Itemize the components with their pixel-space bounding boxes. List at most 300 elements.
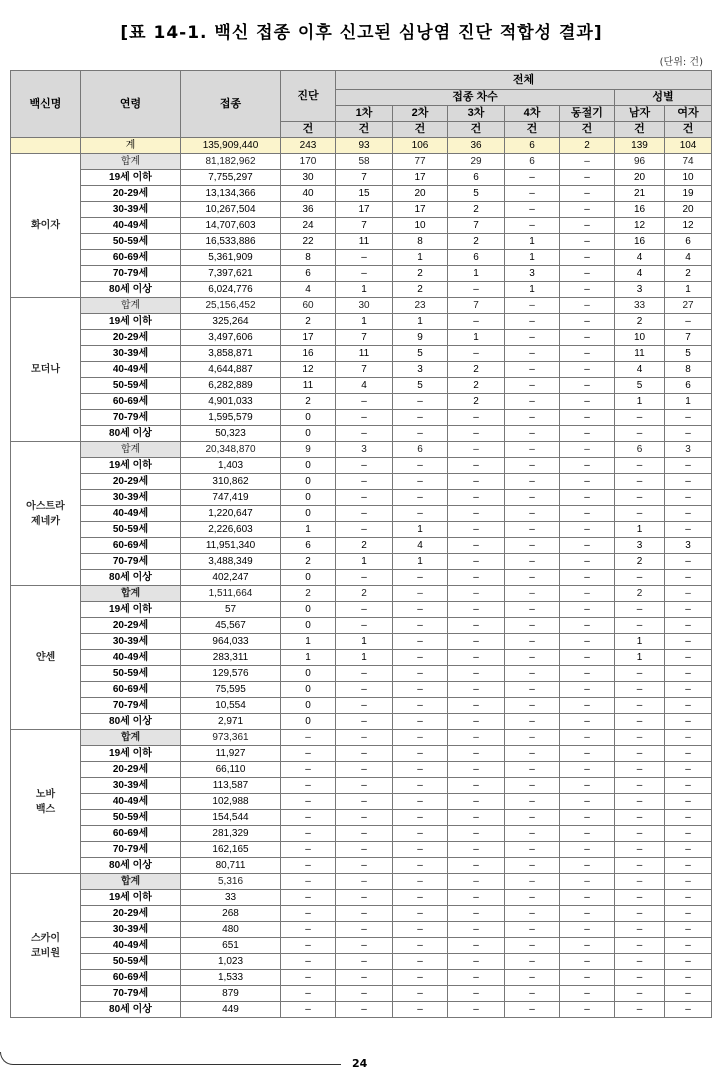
table-cell: – — [560, 746, 615, 762]
table-cell: 2 — [615, 554, 665, 570]
table-cell: – — [615, 794, 665, 810]
table-cell: – — [448, 602, 505, 618]
vaccine-name: 화이자 — [11, 154, 81, 298]
age-label: 합계 — [81, 874, 181, 890]
table-cell: – — [560, 426, 615, 442]
group-total-row — [11, 730, 712, 746]
age-label: 19세 이하 — [81, 458, 181, 474]
table-cell: 24 — [281, 218, 336, 234]
table-cell: – — [505, 362, 560, 378]
grand-total-cell: 135,909,440 — [181, 138, 281, 154]
age-label: 60-69세 — [81, 682, 181, 698]
table-row — [11, 250, 712, 266]
table-cell: 20 — [665, 202, 712, 218]
table-cell: 1,403 — [181, 458, 281, 474]
table-row — [11, 714, 712, 730]
grand-total-cell: 6 — [505, 138, 560, 154]
table-cell: – — [665, 602, 712, 618]
table-cell: – — [281, 874, 336, 890]
table-cell: – — [448, 682, 505, 698]
table-cell: – — [448, 618, 505, 634]
table-cell: – — [393, 794, 448, 810]
table-cell: 9 — [393, 330, 448, 346]
table-cell: 2 — [336, 586, 393, 602]
table-cell: – — [665, 810, 712, 826]
table-cell: – — [505, 746, 560, 762]
table-row — [11, 554, 712, 570]
table-cell: – — [448, 634, 505, 650]
header-dose-1: 1차 — [336, 106, 393, 122]
table-cell: – — [393, 426, 448, 442]
table-cell: – — [393, 682, 448, 698]
table-cell: 11 — [336, 234, 393, 250]
group-total-row — [11, 586, 712, 602]
table-cell: 2 — [448, 378, 505, 394]
unit-cell: 건 — [560, 122, 615, 138]
table-cell: – — [336, 490, 393, 506]
age-label: 70-79세 — [81, 554, 181, 570]
table-cell: – — [505, 730, 560, 746]
table-cell: – — [560, 474, 615, 490]
table-cell: – — [393, 970, 448, 986]
group-total-row — [11, 154, 712, 170]
table-cell: 2 — [281, 586, 336, 602]
table-cell: – — [665, 698, 712, 714]
table-row — [11, 378, 712, 394]
table-cell: 9 — [281, 442, 336, 458]
footer-line — [0, 1052, 341, 1065]
table-cell: – — [448, 922, 505, 938]
table-row — [11, 538, 712, 554]
table-row — [11, 794, 712, 810]
table-cell: 0 — [281, 426, 336, 442]
table-cell: – — [336, 810, 393, 826]
age-label: 40-49세 — [81, 218, 181, 234]
table-cell: 3,488,349 — [181, 554, 281, 570]
table-cell: – — [505, 714, 560, 730]
table-cell: – — [665, 762, 712, 778]
table-cell: – — [560, 538, 615, 554]
table-cell: 3 — [393, 362, 448, 378]
age-label: 40-49세 — [81, 362, 181, 378]
table-row — [11, 474, 712, 490]
table-cell: – — [505, 986, 560, 1002]
table-cell: – — [281, 906, 336, 922]
table-cell: – — [448, 442, 505, 458]
table-cell: 10,554 — [181, 698, 281, 714]
table-cell: 3 — [336, 442, 393, 458]
table-cell: – — [281, 746, 336, 762]
table-cell: – — [448, 666, 505, 682]
table-cell: – — [615, 474, 665, 490]
table-cell: 268 — [181, 906, 281, 922]
table-cell: – — [560, 314, 615, 330]
table-cell: – — [393, 954, 448, 970]
grand-total-cell: 243 — [281, 138, 336, 154]
table-cell: 11,951,340 — [181, 538, 281, 554]
table-cell: – — [448, 906, 505, 922]
table-cell: – — [505, 394, 560, 410]
table-cell: – — [393, 762, 448, 778]
table-cell: 7 — [336, 362, 393, 378]
table-cell: – — [560, 794, 615, 810]
table-row — [11, 602, 712, 618]
table-cell: – — [665, 1002, 712, 1018]
table-cell: – — [393, 698, 448, 714]
table-cell: 8 — [665, 362, 712, 378]
table-cell: – — [560, 954, 615, 970]
table-cell: – — [448, 762, 505, 778]
table-cell: 75,595 — [181, 682, 281, 698]
table-cell: – — [665, 410, 712, 426]
table-cell: 33 — [615, 298, 665, 314]
table-cell: – — [336, 426, 393, 442]
table-cell: – — [336, 394, 393, 410]
table-cell: 5 — [393, 378, 448, 394]
table-cell: – — [448, 890, 505, 906]
table-cell: 480 — [181, 922, 281, 938]
table-cell: – — [281, 890, 336, 906]
unit-note: (단위: 건) — [659, 57, 703, 68]
table-cell: – — [393, 778, 448, 794]
table-cell: – — [560, 730, 615, 746]
table-cell: – — [448, 698, 505, 714]
table-row — [11, 986, 712, 1002]
age-label: 40-49세 — [81, 794, 181, 810]
table-cell: – — [665, 554, 712, 570]
table-cell: 8 — [281, 250, 336, 266]
table-cell: – — [615, 698, 665, 714]
unit-cell: 건 — [505, 122, 560, 138]
table-cell: 2 — [393, 266, 448, 282]
age-label: 50-59세 — [81, 234, 181, 250]
table-cell: – — [336, 874, 393, 890]
table-cell: – — [665, 586, 712, 602]
table-cell: – — [560, 458, 615, 474]
table-cell: – — [336, 826, 393, 842]
table-cell: – — [336, 682, 393, 698]
table-cell: 4 — [615, 362, 665, 378]
table-cell: – — [393, 874, 448, 890]
table-cell: 96 — [615, 154, 665, 170]
table-cell: 17 — [393, 202, 448, 218]
table-row — [11, 970, 712, 986]
table-cell: – — [615, 890, 665, 906]
table-cell: 1 — [281, 522, 336, 538]
table-cell: – — [393, 1002, 448, 1018]
table-row — [11, 346, 712, 362]
table-cell: 12 — [665, 218, 712, 234]
age-label: 60-69세 — [81, 538, 181, 554]
table-cell: – — [505, 314, 560, 330]
table-cell: 0 — [281, 698, 336, 714]
table-cell: – — [281, 794, 336, 810]
group-total-row — [11, 298, 712, 314]
table-cell: – — [560, 186, 615, 202]
table-row — [11, 218, 712, 234]
table-cell: 58 — [336, 154, 393, 170]
table-cell: 0 — [281, 506, 336, 522]
table-cell: 5 — [448, 186, 505, 202]
table-cell: 7 — [336, 170, 393, 186]
table-cell: – — [448, 410, 505, 426]
table-cell: – — [560, 154, 615, 170]
table-cell: 3,858,871 — [181, 346, 281, 362]
age-label: 20-29세 — [81, 474, 181, 490]
table-cell: – — [560, 666, 615, 682]
table-row — [11, 954, 712, 970]
table-cell: 1 — [281, 650, 336, 666]
table-cell: 21 — [615, 186, 665, 202]
table-cell: 283,311 — [181, 650, 281, 666]
age-label: 50-59세 — [81, 378, 181, 394]
table-cell: 3 — [615, 282, 665, 298]
table-cell: – — [560, 762, 615, 778]
unit-cell: 건 — [448, 122, 505, 138]
table-cell: 11,927 — [181, 746, 281, 762]
table-cell: – — [448, 954, 505, 970]
table-cell: 2,226,603 — [181, 522, 281, 538]
table-row — [11, 282, 712, 298]
table-cell: – — [560, 250, 615, 266]
table-cell: 4 — [336, 378, 393, 394]
table-cell: 3 — [505, 266, 560, 282]
table-cell: 16 — [615, 234, 665, 250]
age-label: 20-29세 — [81, 906, 181, 922]
table-cell: 973,361 — [181, 730, 281, 746]
table-cell: 651 — [181, 938, 281, 954]
table-cell: – — [615, 778, 665, 794]
table-cell: – — [665, 490, 712, 506]
table-cell: – — [336, 986, 393, 1002]
table-cell: – — [665, 650, 712, 666]
table-cell: 2 — [448, 394, 505, 410]
table-cell: 7 — [448, 218, 505, 234]
table-cell: – — [448, 730, 505, 746]
table-row — [11, 858, 712, 874]
table-cell: – — [615, 410, 665, 426]
table-cell: – — [505, 570, 560, 586]
table-cell: – — [665, 426, 712, 442]
table-row — [11, 618, 712, 634]
table-cell: – — [615, 874, 665, 890]
table-cell: – — [615, 570, 665, 586]
table-cell: – — [393, 730, 448, 746]
table-cell: – — [665, 666, 712, 682]
table-cell: 7 — [448, 298, 505, 314]
table-cell: – — [505, 618, 560, 634]
table-row — [11, 362, 712, 378]
table-cell: – — [448, 522, 505, 538]
unit-cell: 건 — [615, 122, 665, 138]
table-cell: – — [505, 826, 560, 842]
table-cell: – — [281, 970, 336, 986]
table-cell: – — [393, 602, 448, 618]
table-cell: – — [505, 554, 560, 570]
table-cell: – — [505, 634, 560, 650]
table-cell: – — [665, 506, 712, 522]
table-cell: – — [615, 506, 665, 522]
table-cell: 1 — [393, 314, 448, 330]
table-cell: – — [665, 570, 712, 586]
table-cell: 10 — [665, 170, 712, 186]
table-row — [11, 778, 712, 794]
table-cell: – — [336, 858, 393, 874]
table-cell: – — [393, 458, 448, 474]
table-cell: – — [615, 602, 665, 618]
table-row — [11, 746, 712, 762]
table-cell: 57 — [181, 602, 281, 618]
table-cell: 2 — [665, 266, 712, 282]
header-sex: 성별 — [615, 90, 712, 106]
table-cell: 2 — [281, 554, 336, 570]
table-cell: – — [281, 810, 336, 826]
table-cell: – — [336, 410, 393, 426]
table-cell: – — [560, 986, 615, 1002]
table-cell: – — [505, 762, 560, 778]
table-cell: – — [336, 570, 393, 586]
table-row — [11, 698, 712, 714]
table-cell: – — [336, 266, 393, 282]
table-cell: – — [393, 506, 448, 522]
table-cell: 1,533 — [181, 970, 281, 986]
table-cell: – — [560, 442, 615, 458]
header-male: 남자 — [615, 106, 665, 122]
table-cell: 10 — [393, 218, 448, 234]
table-cell: 170 — [281, 154, 336, 170]
table-cell: 12 — [281, 362, 336, 378]
table-cell: 1 — [665, 394, 712, 410]
table-row — [11, 394, 712, 410]
table-cell: – — [393, 986, 448, 1002]
table-cell: – — [393, 490, 448, 506]
table-cell: – — [665, 682, 712, 698]
table-cell: – — [505, 186, 560, 202]
vaccine-name: 노바 백스 — [11, 730, 81, 874]
table-cell: 3,497,606 — [181, 330, 281, 346]
table-cell: 5,316 — [181, 874, 281, 890]
table-cell: – — [336, 938, 393, 954]
table-cell: – — [505, 906, 560, 922]
table-cell: – — [665, 618, 712, 634]
table-cell: – — [393, 842, 448, 858]
table-cell: – — [505, 474, 560, 490]
table-cell: 964,033 — [181, 634, 281, 650]
age-label: 70-79세 — [81, 410, 181, 426]
table-cell: – — [393, 826, 448, 842]
table-cell: – — [615, 954, 665, 970]
table-cell: 402,247 — [181, 570, 281, 586]
table-cell: 1 — [505, 282, 560, 298]
table-cell: – — [281, 858, 336, 874]
table-cell: – — [505, 426, 560, 442]
table-cell: – — [448, 490, 505, 506]
table-cell: 81,182,962 — [181, 154, 281, 170]
age-label: 30-39세 — [81, 922, 181, 938]
table-cell: 0 — [281, 490, 336, 506]
table-cell: – — [560, 842, 615, 858]
table-cell: – — [505, 490, 560, 506]
table-cell: – — [560, 858, 615, 874]
table-cell: 30 — [336, 298, 393, 314]
table-cell: 10,267,504 — [181, 202, 281, 218]
table-cell: 29 — [448, 154, 505, 170]
table-cell: – — [448, 426, 505, 442]
table-cell: – — [505, 1002, 560, 1018]
table-cell: 4,901,033 — [181, 394, 281, 410]
table-cell: – — [393, 714, 448, 730]
table-cell: – — [665, 714, 712, 730]
table-cell: – — [560, 778, 615, 794]
table-cell: 2 — [448, 202, 505, 218]
table-cell: 1 — [665, 282, 712, 298]
table-cell: 1,023 — [181, 954, 281, 970]
table-cell: – — [336, 714, 393, 730]
table-cell: – — [560, 346, 615, 362]
table-cell: – — [336, 730, 393, 746]
table-cell: – — [448, 1002, 505, 1018]
table-row — [11, 490, 712, 506]
table-cell: – — [448, 314, 505, 330]
grand-total-cell: 2 — [560, 138, 615, 154]
age-label: 합계 — [81, 442, 181, 458]
group-total-row — [11, 442, 712, 458]
table-cell: – — [336, 602, 393, 618]
table-cell: – — [665, 746, 712, 762]
table-cell: – — [281, 778, 336, 794]
table-cell: – — [560, 410, 615, 426]
table-cell: – — [615, 858, 665, 874]
grand-total-cell: 93 — [336, 138, 393, 154]
age-label: 80세 이상 — [81, 570, 181, 586]
table-cell: 310,862 — [181, 474, 281, 490]
table-cell: – — [281, 826, 336, 842]
age-label: 19세 이하 — [81, 746, 181, 762]
table-cell: – — [615, 458, 665, 474]
table-cell: 6 — [505, 154, 560, 170]
table-cell: – — [615, 826, 665, 842]
table-cell: – — [393, 890, 448, 906]
age-label: 20-29세 — [81, 330, 181, 346]
table-cell: 40 — [281, 186, 336, 202]
table-cell: – — [448, 746, 505, 762]
table-cell: – — [615, 666, 665, 682]
table-cell: – — [336, 954, 393, 970]
table-cell: 20 — [393, 186, 448, 202]
table-cell: – — [448, 570, 505, 586]
table-cell: 5 — [615, 378, 665, 394]
table-cell: 4 — [615, 250, 665, 266]
table-cell: – — [560, 490, 615, 506]
table-cell: – — [560, 586, 615, 602]
table-row — [11, 506, 712, 522]
table-cell: – — [505, 442, 560, 458]
table-cell: – — [505, 842, 560, 858]
table-cell: – — [336, 522, 393, 538]
table-cell: – — [393, 746, 448, 762]
vaccine-name: 얀센 — [11, 586, 81, 730]
table-cell: 6 — [615, 442, 665, 458]
table-cell: 4 — [393, 538, 448, 554]
table-cell: – — [560, 266, 615, 282]
group-total-row — [11, 874, 712, 890]
table-cell: 154,544 — [181, 810, 281, 826]
table-cell: – — [615, 970, 665, 986]
age-label: 20-29세 — [81, 762, 181, 778]
table-cell: – — [615, 906, 665, 922]
table-cell: 0 — [281, 618, 336, 634]
table-cell: – — [448, 506, 505, 522]
